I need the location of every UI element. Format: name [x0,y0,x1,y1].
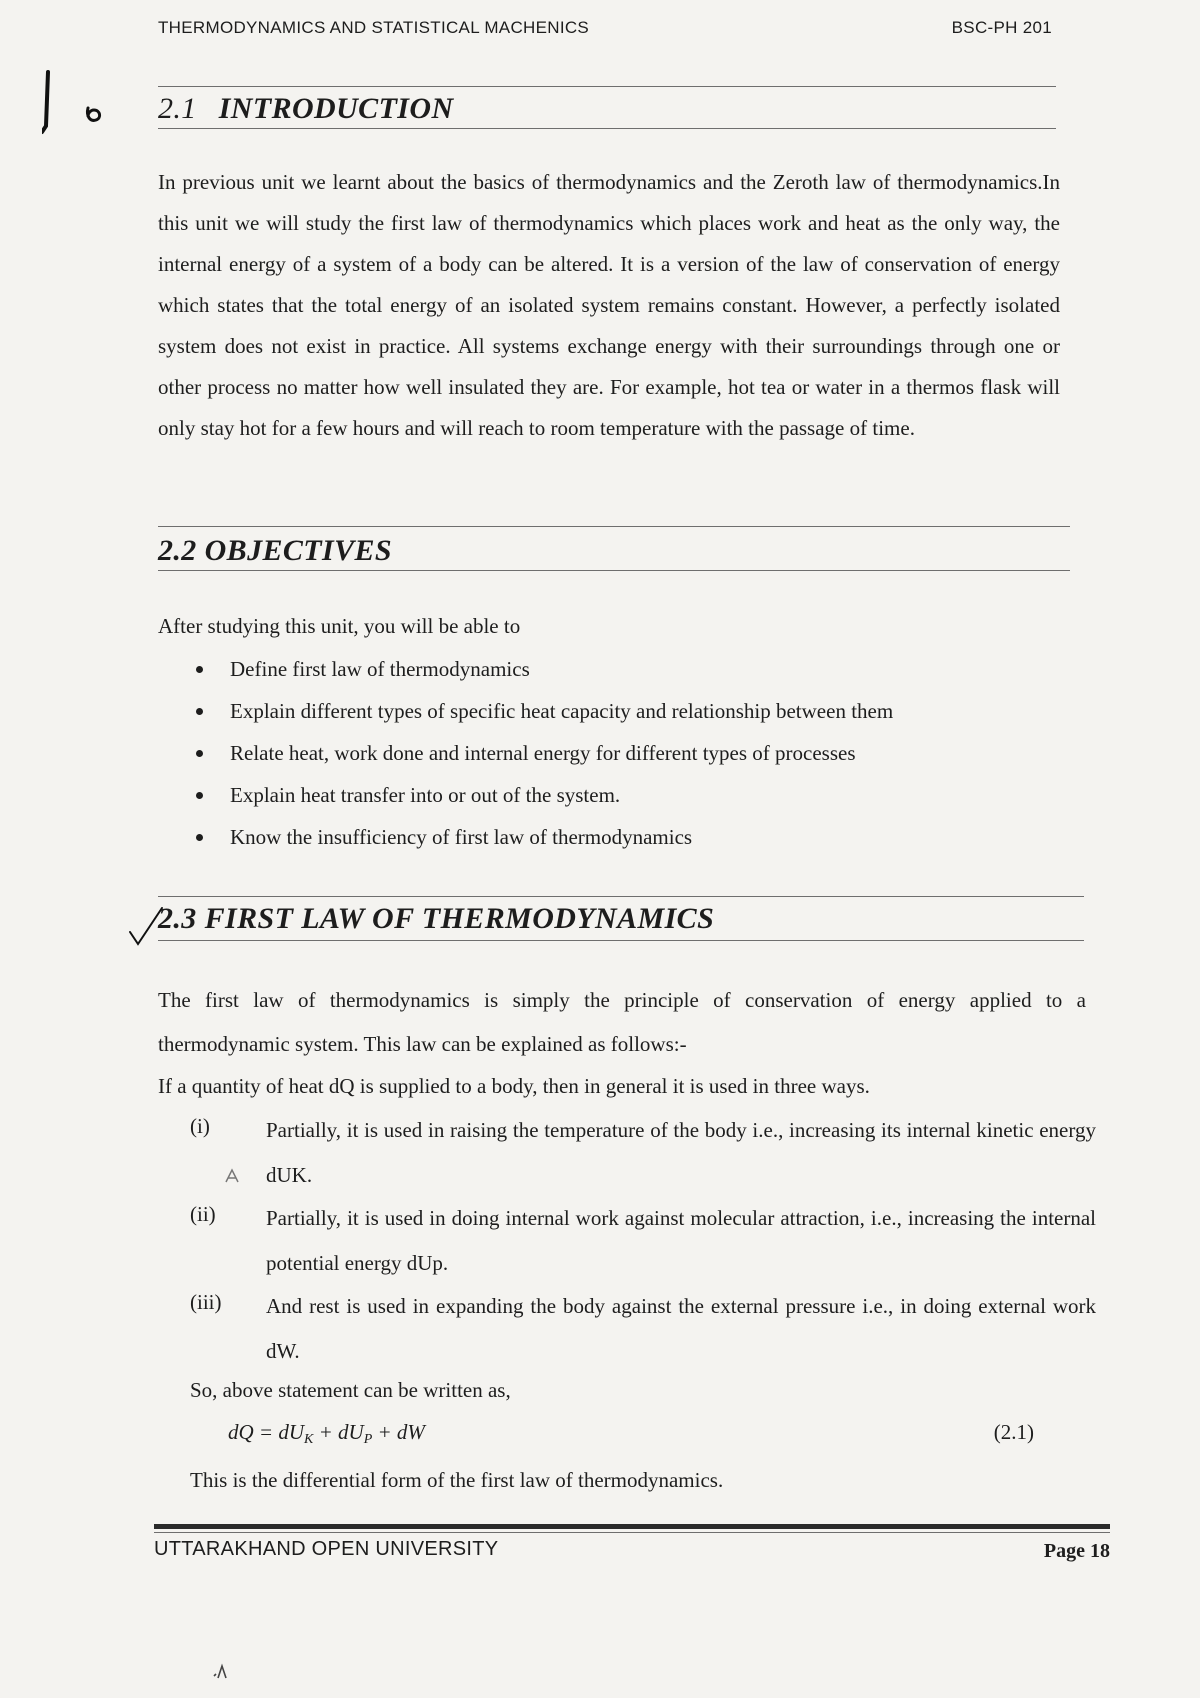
course-code: BSC-PH 201 [951,18,1052,37]
way-label: (ii) [190,1202,216,1226]
footer-rule-thin [154,1532,1110,1533]
course-title: THERMODYNAMICS AND STATISTICAL MACHENICS [158,18,590,37]
first-law-heading: 2.3 FIRST LAW OF THERMODYNAMICS [158,902,715,935]
closing-line: This is the differential form of the first law of thermodynamics. [190,1468,724,1492]
objectives-lead: After studying this unit, you will be able to [158,614,521,638]
intro-title: INTRODUCTION [218,92,454,125]
bullet-icon [196,834,203,841]
intro-heading [158,92,454,126]
bullet-icon [196,666,203,673]
university-name: UTTARAKHAND OPEN UNIVERSITY [154,1538,499,1560]
objectives-bottom-rule [158,570,1070,571]
equation-number: (2.1) [993,1420,1034,1444]
objectives-list [190,648,1090,858]
intro-paragraph: In previous unit we learnt about the basics of thermodynamics and the Zeroth law of thermodynamics.In this unit we will study the first law of thermodynamics which places work and heat as the only way, the internal energy of a system of a body can be altered. It is a version of the law of conservation of energy which states that the total energy of an isolated system remains constant. However, a perfectly isolated system does not exist in practice. All systems exchange energy with their surroundings through one or other process no matter how well insulated they are. For example, hot tea or water in a thermos flask will only stay hot for a few hours and will reach to room temperature with the passage of time. [158,170,1060,440]
heat-supply-line: If a quantity of heat dQ is supplied to a body, then in general it is used in three ways. [158,1074,870,1098]
objective-item: Explain different types of specific heat capacity and relationship between them [190,690,1090,732]
so-line: So, above statement can be written as, [190,1378,511,1402]
objectives-top-rule [158,526,1070,527]
way-text: Partially, it is used in raising the temperature of the body i.e., increasing its internal kinetic energy dUK. [266,1118,1096,1187]
first-law-top-rule [158,896,1084,897]
way-text: Partially, it is used in doing internal work against molecular attraction, i.e., increasing the internal potential energy dUp. [266,1206,1096,1275]
page-footer [154,1538,1110,1568]
objective-item: Relate heat, work done and internal energy for different types of processes [190,732,1090,774]
footer-rule [154,1524,1110,1529]
page-number: Page 18 [1043,1540,1110,1562]
way-text: And rest is used in expanding the body against the external pressure i.e., in doing external work dW. [266,1294,1096,1363]
objective-item: Define first law of thermodynamics [190,648,1090,690]
objective-item: Know the insufficiency of first law of thermodynamics [190,816,1090,858]
equation-2-1 [228,1420,1034,1452]
intro-top-rule [158,86,1056,87]
handwritten-margin-mark [42,68,122,138]
intro-number: 2.1 [158,92,197,125]
first-law-bottom-rule [158,940,1084,941]
bullet-icon [196,750,203,757]
bullet-icon [196,708,203,715]
bullet-icon [196,792,203,799]
stray-scribble-mark [212,1658,238,1684]
objectives-heading: 2.2 OBJECTIVES [158,534,392,567]
first-law-paragraph: The first law of thermodynamics is simply the principle of conservation of energy applied to a thermodynamic system. This law can be explained as follows:- [158,988,1086,1056]
stray-pen-mark [222,1166,242,1186]
page-header [158,18,1058,44]
equation-expression: dQ = $dU_K + dU_P$ + dW [228,1420,425,1447]
intro-bottom-rule [158,128,1056,129]
objective-item: Explain heat transfer into or out of the system. [190,774,1090,816]
way-label: (iii) [190,1290,222,1314]
way-label: (i) [190,1114,210,1138]
